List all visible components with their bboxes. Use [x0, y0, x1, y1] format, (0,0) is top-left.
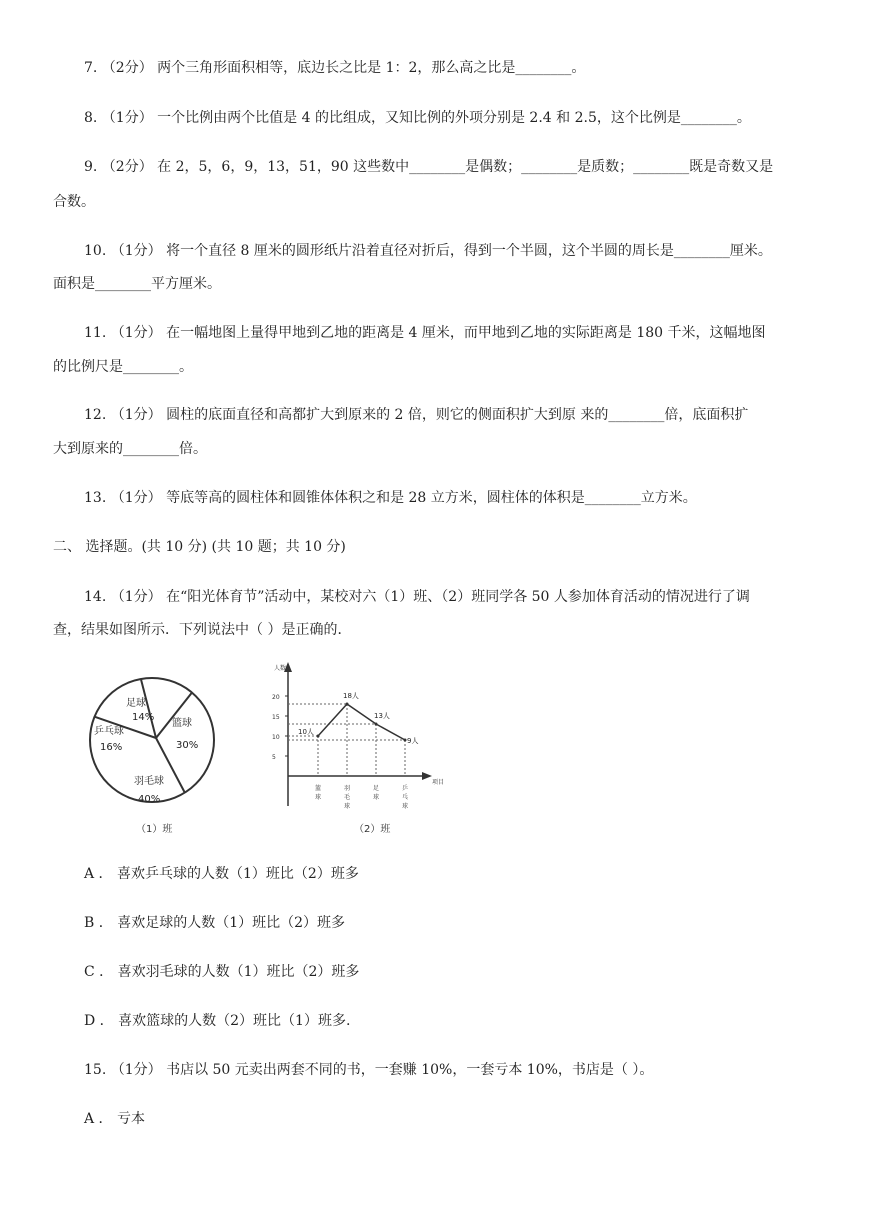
- data-label: 18人: [343, 692, 359, 700]
- y-tick-label: 5: [272, 754, 276, 761]
- question-9-text-cont: 合数。: [53, 194, 95, 210]
- question-12-text: 12. （1分） 圆柱的底面直径和高都扩大到原来的 2 倍，则它的侧面积扩大到原 来的________倍，底面积扩: [84, 407, 749, 423]
- line-chart: [272, 662, 444, 835]
- y-axis-label: 人数: [274, 665, 287, 672]
- data-point: [317, 735, 320, 738]
- line-caption: （2）班: [354, 824, 391, 835]
- question-10-text: 10. （1分） 将一个直径 8 厘米的圆形纸片沿着直径对折后，得到一个半圆，这个半圆的周长是________厘米。: [84, 243, 772, 259]
- question-7-text: 7. （2分） 两个三角形面积相等，底边长之比是 1：2，那么高之比是________。: [84, 60, 586, 76]
- option-a[interactable]: A ． 亏本: [84, 1111, 146, 1127]
- pie-label-football: 足球: [126, 698, 146, 709]
- pie-percent-pingpong: 16%: [100, 742, 123, 753]
- question-11-text-cont: 的比例尺是________。: [53, 359, 193, 375]
- x-category-label: 羽毛球: [344, 785, 351, 810]
- section-heading: 二、 选择题。(共 10 分) (共 10 题；共 10 分): [53, 539, 346, 555]
- option-a[interactable]: A ． 喜欢乒乓球的人数（1）班比（2）班多: [84, 866, 359, 882]
- pie-label-basketball: 篮球: [172, 718, 192, 729]
- data-label: 13人: [374, 712, 390, 720]
- pie-caption: （1）班: [136, 824, 173, 835]
- question-12-text-cont: 大到原来的________倍。: [53, 441, 207, 457]
- series-line: [318, 704, 405, 740]
- question-9-text: 9. （2分） 在 2，5，6，9，13，51，90 这些数中________是偶数；________是质数；________既是奇数又是: [84, 159, 774, 175]
- data-point: [346, 703, 349, 706]
- x-axis-arrow: [422, 772, 432, 780]
- pie-label-badminton: 羽毛球: [134, 776, 164, 787]
- x-axis-label: 项目: [432, 779, 445, 786]
- option-c[interactable]: C ． 喜欢羽毛球的人数（1）班比（2）班多: [84, 964, 360, 980]
- question-8-text: 8. （1分） 一个比例由两个比值是 4 的比组成，又知比例的外项分别是 2.4 和 2.5，这个比例是________。: [84, 110, 751, 126]
- question-14-text: 14. （1分） 在“阳光体育节”活动中，某校对六（1）班、（2）班同学各 50 人参加体育活动的情况进行了调: [84, 589, 750, 605]
- pie-percent-football: 14%: [132, 712, 155, 723]
- data-label: 9人: [407, 737, 419, 745]
- pie-label-pingpong: 乒乓球: [94, 726, 124, 737]
- question-15-text: 15. （1分） 书店以 50 元卖出两套不同的书，一套赚 10%，一套亏本 10%，书店是（ ）。: [84, 1062, 654, 1078]
- y-tick-label: 10: [272, 734, 280, 741]
- pie-chart: [90, 678, 214, 835]
- question-13-text: 13. （1分） 等底等高的圆柱体和圆锥体体积之和是 28 立方米，圆柱体的体积是________立方米。: [84, 490, 697, 506]
- data-label: 10人: [298, 728, 314, 736]
- charts-svg: [78, 660, 458, 840]
- question-10-text-cont: 面积是________平方厘米。: [53, 276, 221, 292]
- x-category-label: 篮球: [315, 785, 322, 801]
- question-11-text: 11. （1分） 在一幅地图上量得甲地到乙地的距离是 4 厘米，而甲地到乙地的实际距离是 180 千米，这幅地图: [84, 325, 766, 341]
- y-tick-label: 15: [272, 714, 280, 721]
- question-14-text-cont: 查，结果如图所示．下列说法中（ ）是正确的．: [53, 622, 352, 638]
- pie-percent-basketball: 30%: [176, 740, 199, 751]
- pie-percent-badminton: 40%: [138, 794, 161, 805]
- x-category-label: 乒乓球: [402, 785, 409, 810]
- question-14-figure: [78, 660, 458, 840]
- option-d[interactable]: D ． 喜欢篮球的人数（2）班比（1）班多.: [84, 1013, 351, 1029]
- pie-slice-boundary-basketball: [156, 693, 192, 738]
- option-b[interactable]: B ． 喜欢足球的人数（1）班比（2）班多: [84, 915, 346, 931]
- y-tick-label: 20: [272, 694, 280, 701]
- x-category-label: 足球: [373, 785, 380, 801]
- data-point: [375, 723, 378, 726]
